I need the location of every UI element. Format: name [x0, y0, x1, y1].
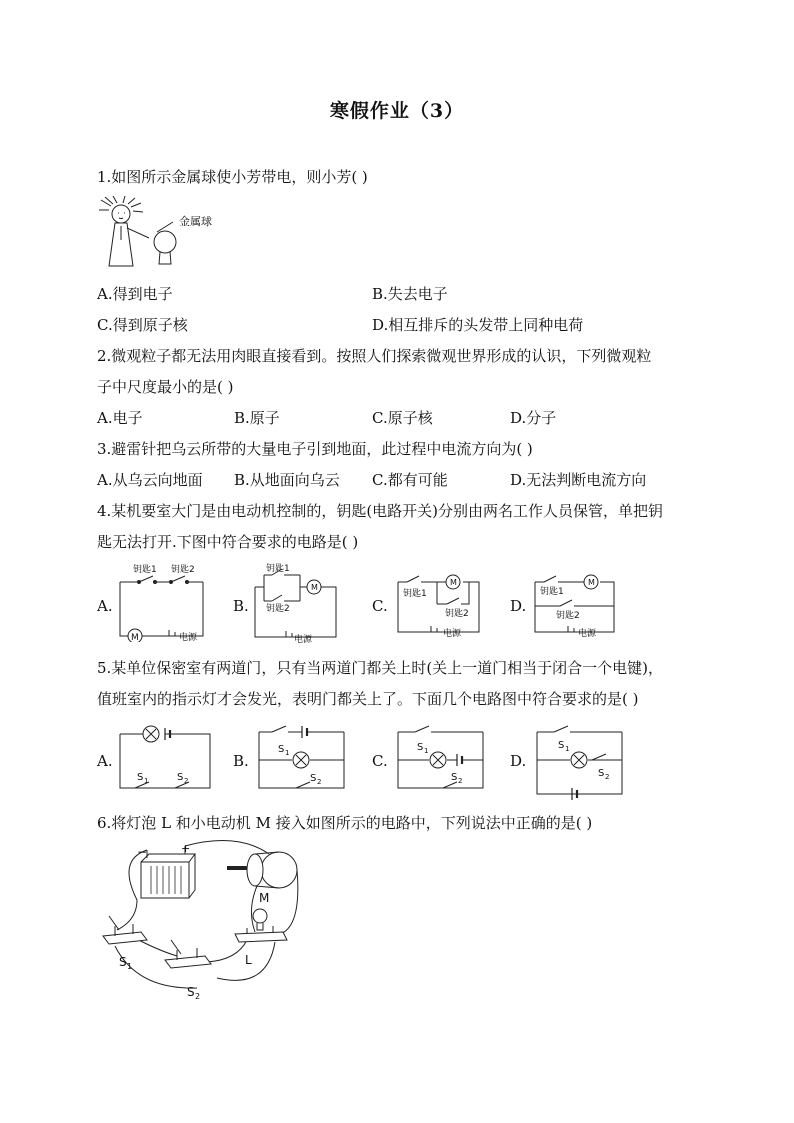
q2-option-c: C.原子核: [372, 409, 433, 427]
svg-text:S: S: [451, 772, 458, 783]
q4-option-a-label: A.: [97, 597, 113, 615]
q5-option-a-label: A.: [97, 752, 113, 770]
svg-text:−: −: [137, 845, 148, 859]
page-title: 寒假作业（3）: [329, 100, 465, 122]
q1-option-d: D.相互排斥的头发带上同种电荷: [372, 316, 584, 334]
svg-text:钥匙1: 钥匙1: [266, 564, 290, 574]
question-1-stem: 1.如图所示金属球使小芳带电，则小芳( ): [97, 168, 368, 186]
q2-option-d: D.分子: [510, 409, 557, 427]
svg-text:M: M: [259, 891, 270, 905]
question-3-stem: 3.避雷针把乌云所带的大量电子引到地面，此过程中电流方向为( ): [97, 440, 533, 458]
metal-ball-label: 金属球: [179, 215, 212, 228]
svg-text:S: S: [417, 742, 424, 753]
svg-text:2: 2: [605, 773, 610, 781]
question-4-stem-line-2: 匙无法打开.下图中符合要求的电路是( ): [97, 533, 359, 551]
svg-text:1: 1: [285, 749, 290, 757]
svg-text:2: 2: [317, 778, 322, 786]
svg-text:S: S: [598, 768, 605, 779]
q4-option-b-label: B.: [233, 597, 249, 615]
question-6-stem: 6.将灯泡 L 和小电动机 M 接入如图所示的电路中，下列说法中正确的是( ): [97, 814, 593, 832]
svg-text:S: S: [310, 773, 317, 784]
q4-circuit-a: [115, 560, 210, 642]
question-5-stem-line-2: 值班室内的指示灯才会发光，表明门都关上了。下面几个电路图中符合要求的是( ): [97, 690, 639, 708]
svg-text:钥匙2: 钥匙2: [556, 611, 580, 621]
svg-text:电源: 电源: [179, 633, 198, 642]
q3-option-c: C.都有可能: [372, 471, 448, 489]
q3-option-a: A.从乌云向地面: [97, 471, 203, 489]
svg-text:电源: 电源: [294, 635, 313, 643]
q2-option-a: A.电子: [97, 409, 143, 427]
svg-text:S: S: [119, 955, 127, 969]
q2-option-b: B.原子: [234, 409, 280, 427]
question-2-stem-line-2: 子中尺度最小的是( ): [97, 378, 234, 396]
q1-option-a: A.得到电子: [97, 285, 173, 303]
q4-option-d-label: D.: [510, 597, 527, 615]
svg-text:钥匙2: 钥匙2: [445, 609, 469, 619]
q5-circuit-d: [532, 722, 628, 802]
q5-option-d-label: D.: [510, 752, 527, 770]
svg-text:+: +: [181, 842, 191, 855]
svg-text:1: 1: [144, 777, 149, 785]
svg-text:S: S: [137, 772, 144, 783]
svg-text:S: S: [558, 740, 565, 751]
q3-option-b: B.从地面向乌云: [234, 471, 340, 489]
svg-text:1: 1: [127, 962, 133, 971]
svg-text:钥匙2: 钥匙2: [171, 565, 195, 575]
q1-option-c: C.得到原子核: [97, 316, 188, 334]
q5-option-b-label: B.: [233, 752, 249, 770]
q4-option-c-label: C.: [372, 597, 388, 615]
q5-circuit-a: [115, 720, 215, 796]
q3-option-d: D.无法判断电流方向: [510, 471, 647, 489]
svg-text:2: 2: [195, 992, 201, 1001]
svg-text:1: 1: [424, 747, 429, 755]
svg-text:1: 1: [565, 745, 570, 753]
svg-text:M: M: [131, 633, 139, 642]
q1-option-b: B.失去电子: [372, 285, 448, 303]
svg-text:L: L: [245, 953, 252, 967]
girl-metal-ball-figure: [97, 196, 237, 272]
q5-option-c-label: C.: [372, 752, 388, 770]
svg-text:S: S: [187, 985, 195, 999]
q5-circuit-c: [393, 722, 489, 794]
q4-circuit-c: [393, 570, 485, 638]
svg-text:2: 2: [184, 777, 189, 785]
svg-text:钥匙1: 钥匙1: [403, 589, 427, 599]
svg-text:S: S: [177, 772, 184, 783]
svg-text:M: M: [588, 578, 595, 587]
question-5-stem-line-1: 5.某单位保密室有两道门，只有当两道门都关上时(关上一道门相当于闭合一个电键)，: [97, 659, 664, 677]
svg-text:钥匙1: 钥匙1: [540, 587, 564, 597]
svg-text:M: M: [450, 578, 457, 587]
q6-circuit-figure: [97, 840, 322, 1010]
svg-text:M: M: [311, 583, 318, 592]
svg-text:S: S: [278, 744, 285, 755]
q5-circuit-b: [254, 722, 350, 794]
question-4-stem-line-1: 4.某机要室大门是由电动机控制的，钥匙(电路开关)分别由两名工作人员保管，单把钥: [97, 502, 664, 520]
svg-text:电源: 电源: [443, 629, 462, 638]
svg-text:钥匙1: 钥匙1: [133, 565, 157, 575]
q4-circuit-d: [530, 570, 620, 638]
svg-text:电源: 电源: [578, 629, 597, 638]
q4-circuit-b: [250, 563, 342, 643]
svg-text:2: 2: [458, 777, 463, 785]
question-2-stem-line-1: 2.微观粒子都无法用肉眼直接看到。按照人们探索微观世界形成的认识，下列微观粒: [97, 347, 652, 365]
svg-text:钥匙2: 钥匙2: [266, 604, 290, 614]
